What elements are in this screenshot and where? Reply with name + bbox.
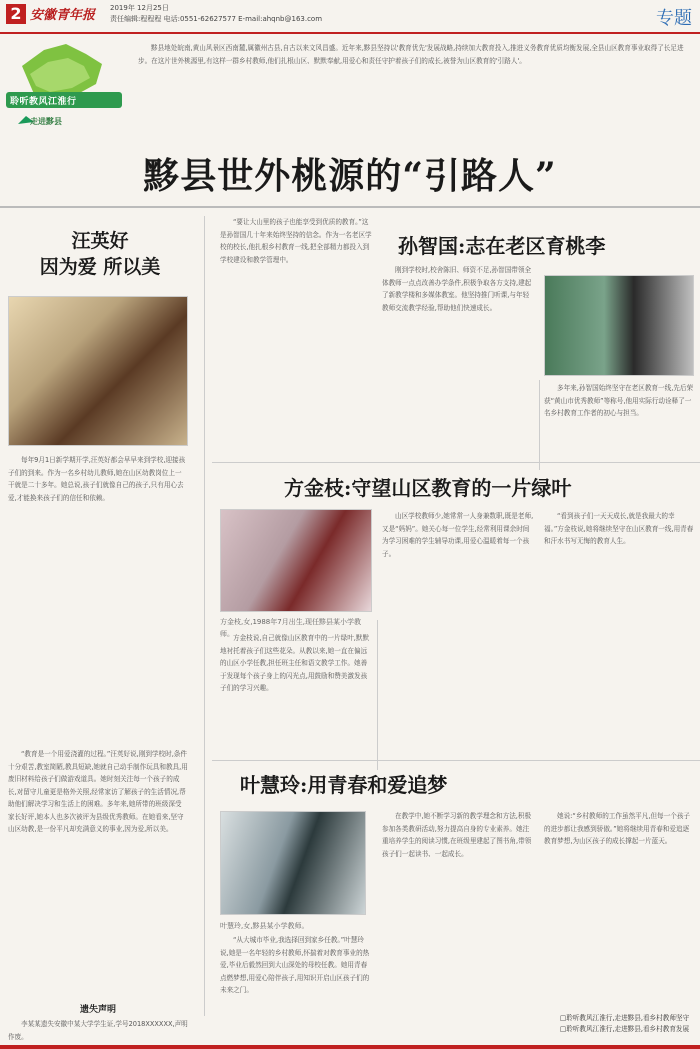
page-headline: 黟县世外桃源的“引路人” <box>143 155 557 197</box>
headline-divider <box>0 206 700 208</box>
article-title-sun: 孙智国:志在老区育桃李 <box>398 234 606 258</box>
anhui-map-icon <box>4 36 124 136</box>
article-sun-body-4: 多年来,孙智国始终坚守在老区教育一线,先后荣获“黄山市优秀教师”等称号,他用实际行动诠释了一名乡村教育工作者的初心与担当。 <box>544 384 694 417</box>
article-sun-body-1: “要让大山里的孩子也能享受到优质的教育。”这是孙智国几十年来始终坚持的信念。作为一名老区学校的校长,他扎根乡村教育一线,把全部精力都投入到学校建设和教学管理中。 <box>220 218 372 264</box>
article-fang-body-3: “看到孩子们一天天成长,就是我最大的幸福。”方金枝说,她将继续坚守在山区教育一线,用青春和汗水书写无悔的教育人生。 <box>544 512 694 545</box>
article-wang-body-1: 每年9月1日新学期开学,汪英好都会早早来到学校,迎接孩子们的到来。作为一名乡村幼儿教师,她在山区幼教岗位上一干就是二十多年。她总说,孩子们就像自己的孩子,只有用心去爱,才能换来孩子们的信任和依赖。 <box>8 456 186 502</box>
article-title-wang-sub: 因为爱 所以美 <box>39 256 161 278</box>
photo-ye-writing <box>220 811 366 915</box>
column-divider <box>377 620 378 770</box>
district-label: 走进黟县 <box>30 117 62 126</box>
page-number: 2 <box>6 4 26 24</box>
article-ye-body-1: “从大城市毕业,我选择回到家乡任教。”叶慧玲说,她是一名年轻的乡村教师,怀揣着对教育事业的热爱,毕业后毅然回到大山深处的母校任教。她用青春点燃梦想,用爱心陪伴孩子,用知识开启山区孩子们的未来之门。 <box>220 936 370 994</box>
section-divider <box>212 462 700 463</box>
article-title-wang-name: 汪英好 <box>71 230 129 252</box>
paper-name: 安徽青年报 <box>30 8 96 23</box>
section-divider <box>212 760 700 761</box>
article-wang-body-2: “教育是一个用爱浇灌的过程。”汪英好说,刚到学校时,条件十分艰苦,教室简陋,教具短缺,她就自己动手制作玩具和教具,用废旧材料给孩子们做游戏道具。她时刻关注每一个孩子的成长,对留守儿童更是格外关照,经常家访了解孩子的生活情况,帮助他们解决学习和生活上的困难。多年来,她所带的班级深受家长好评,她本人也多次被评为县级优秀教师。在她看来,坚守山区幼教,是一份平凡却充满意义的事业,因为爱,所以美。 <box>8 750 188 833</box>
article-title-ye: 叶慧玲:用青春和爱追梦 <box>240 773 448 797</box>
article-fang-body-2: 山区学校教师少,她常常一人身兼数职,既是老师,又是“妈妈”。她关心每一位学生,经常利用课余时间为学习困难的学生辅导功课,用爱心温暖着每一个孩子。 <box>382 512 534 558</box>
related-link-item[interactable]: □聆听教风江淮行,走进黟县,看乡村教育发展 <box>560 1025 690 1033</box>
related-links <box>560 1013 694 1035</box>
notice-title: 遗失声明 <box>79 1005 116 1015</box>
article-fang-body-1: 方金枝说,自己就像山区教育中的一片绿叶,默默地衬托着孩子们这些花朵。从教以来,她一直在偏远的山区小学任教,担任班主任和语文教学工作。她善于发现每个孩子身上的闪光点,用鼓励和赞美激发孩子们的学习兴趣。 <box>220 634 370 692</box>
masthead-contact: 责任编辑:程程程 电话:0551-62627577 E-mail:ahqnb@163.com <box>110 15 323 23</box>
article-ye-body-3: 她说:“乡村教师的工作虽然平凡,但每一个孩子的进步都让我感到骄傲。”她将继续用青春和爱追逐教育梦想,为山区孩子的成长撑起一片蓝天。 <box>544 812 691 845</box>
column-divider <box>539 380 540 470</box>
photo-fang-portrait <box>220 509 372 612</box>
campaign-logo <box>4 36 124 136</box>
masthead <box>0 0 700 34</box>
article-title-fang: 方金枝:守望山区教育的一片绿叶 <box>284 476 572 500</box>
photo-wang-with-children <box>8 296 188 446</box>
masthead-date: 2019年 12月25日 <box>110 4 169 12</box>
footer-bar <box>0 1045 700 1049</box>
article-sun-body-2: 刚到学校时,校舍陈旧、师资不足,孙智国带领全体教师一点点改善办学条件,积极争取各方支持,建起了新教学楼和多媒体教室。他坚持推门听课,与年轻教师交流教学经验,帮助他们快速成长。 <box>382 266 532 312</box>
photo-caption-ye: 叶慧玲,女,黟县某小学教师。 <box>220 922 309 930</box>
intro-paragraph: 黟县地处皖南,黄山风景区西南麓,属徽州古县,自古以来文风昌盛。近年来,黟县坚持以'教育优先'发展战略,持续加大教育投入,推进义务教育优质均衡发展,全县山区教育事业取得了长足进步。在这片世外桃源里,有这样一群乡村教师,他们扎根山区、默默奉献,用爱心和责任守护着孩子们的成长,被誉为山区教育的'引路人'。 <box>138 44 684 65</box>
photo-sun-portrait <box>544 275 694 376</box>
section-label: 专题 <box>656 8 692 29</box>
campaign-label: 聆听教风江淮行 <box>10 97 77 107</box>
notice-body: 李某某遗失安徽中某大学学生证,学号2018XXXXXX,声明作废。 <box>8 1020 188 1041</box>
related-link-item[interactable]: □聆听教风江淮行,走进黟县,看乡村教师坚守 <box>560 1014 690 1022</box>
photo-caption-fang: 方金枝,女,1988年7月出生,现任黟县某小学教师。 <box>220 618 361 638</box>
article-ye-body-2: 在教学中,她不断学习新的教学理念和方法,积极参加各类教研活动,努力提高自身的专业素养。她注重培养学生的阅读习惯,在班级里建起了图书角,带领孩子们一起读书、一起成长。 <box>382 812 532 858</box>
column-divider <box>204 216 205 1016</box>
masthead-info <box>110 3 322 25</box>
article-title-wang <box>0 228 200 280</box>
